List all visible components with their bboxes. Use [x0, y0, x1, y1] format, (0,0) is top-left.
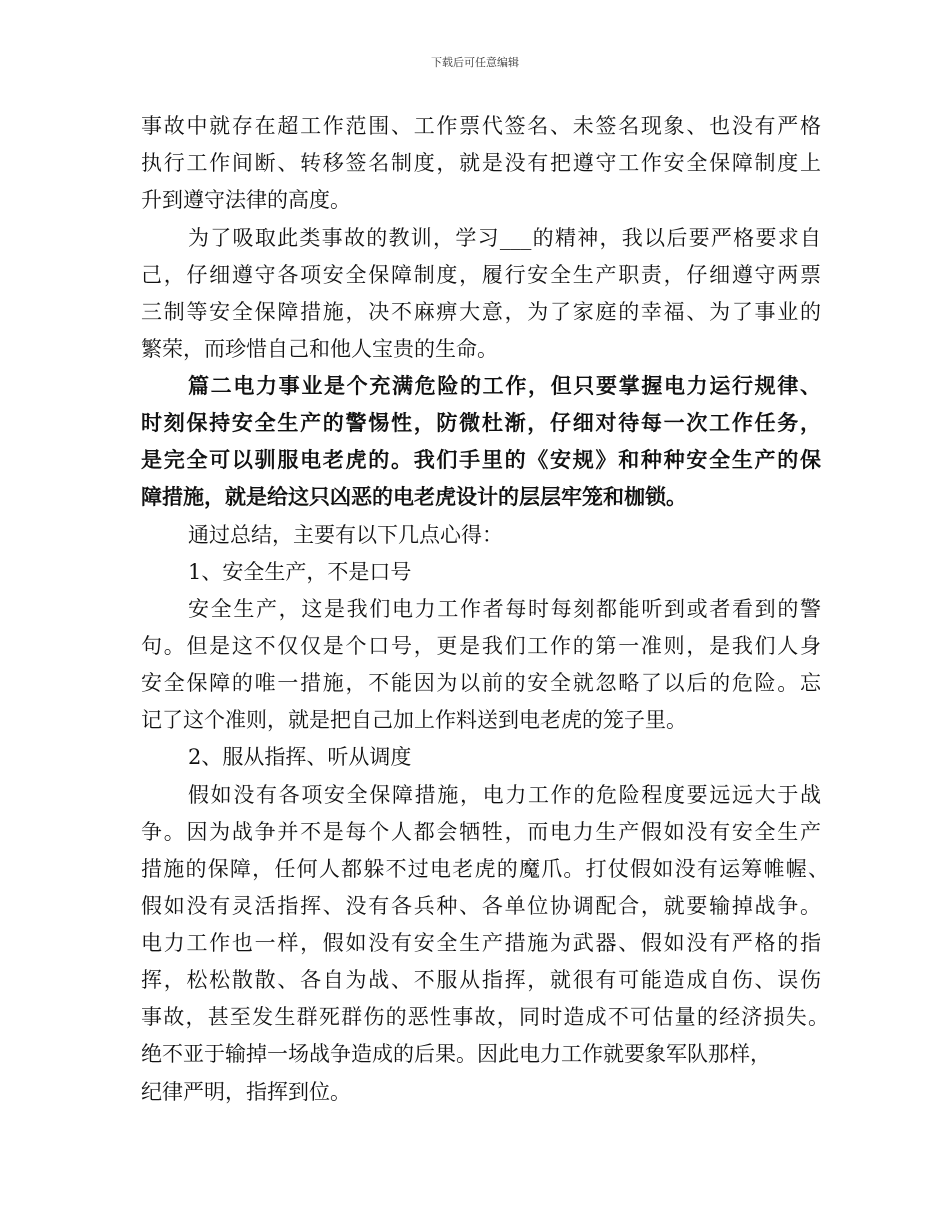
text-line: 己，仔细遵守各项安全保障制度，履行安全生产职责，仔细遵守两票: [141, 263, 821, 287]
section-heading: 2、服从指挥、听从调度: [188, 745, 412, 769]
bold-text-line: 是完全可以驯服电老虎的。我们手里的《安规》和种种安全生产的保: [141, 447, 821, 472]
text-line: 执行工作间断、转移签名制度，就是没有把遵守工作安全保障制度上: [141, 151, 821, 175]
text-line: 通过总结，主要有以下几点心得：: [188, 523, 503, 547]
text-line: 纪律严明，指挥到位。: [141, 1080, 351, 1104]
text-line: 安全保障的唯一措施，不能因为以前的安全就忽略了以后的危险。忘: [141, 671, 821, 695]
text-line: 三制等安全保障措施，决不麻痹大意，为了家庭的幸福、为了事业的: [141, 300, 821, 324]
text-line: 措施的保障，任何人都躲不过电老虎的魔爪。打仗假如没有运筹帷幄、: [141, 857, 829, 881]
text-line: 假如没有各项安全保障措施，电力工作的危险程度要远远大于战: [188, 783, 821, 807]
bold-text-line: 障措施，就是给这只凶恶的电老虎设计的层层牢笼和枷锁。: [141, 484, 687, 509]
text-line: 为了吸取此类事故的教训，学习___的精神，我以后要严格要求自: [188, 226, 821, 250]
section-heading: 1、安全生产，不是口号: [188, 560, 412, 584]
text-line: 电力工作也一样，假如没有安全生产措施为武器、假如没有严格的指: [141, 931, 821, 955]
text-line: 挥，松松散散、各自为战、不服从指挥，就很有可能造成自伤、误伤: [141, 968, 821, 992]
text-line: 事故，甚至发生群死群伤的恶性事故，同时造成不可估量的经济损失。: [141, 1005, 829, 1029]
text-line: 繁荣，而珍惜自己和他人宝贵的生命。: [141, 337, 498, 361]
text-line: 句。但是这不仅仅是个口号，更是我们工作的第一准则，是我们人身: [141, 634, 821, 658]
text-line: 安全生产，这是我们电力工作者每时每刻都能听到或者看到的警: [188, 597, 821, 621]
text-line: 事故中就存在超工作范围、工作票代签名、未签名现象、也没有严格: [141, 114, 821, 138]
text-line: 记了这个准则，就是把自己加上作料送到电老虎的笼子里。: [141, 708, 687, 732]
bold-text-line: 时刻保持安全生产的警惕性，防微杜渐，仔细对待每一次工作任务，: [141, 410, 821, 435]
bold-text-line: 篇二电力事业是个充满危险的工作，但只要掌握电力运行规律、: [188, 373, 821, 398]
page-header-note: 下载后可任意编辑: [431, 56, 519, 69]
text-line: 升到遵守法律的高度。: [141, 188, 351, 212]
text-line: 绝不亚于输掉一场战争造成的后果。因此电力工作就要象军队那样，: [141, 1042, 771, 1066]
text-line: 争。因为战争并不是每个人都会牺牲，而电力生产假如没有安全生产: [141, 820, 821, 844]
text-line: 假如没有灵活指挥、没有各兵种、各单位协调配合，就要输掉战争。: [141, 894, 821, 918]
